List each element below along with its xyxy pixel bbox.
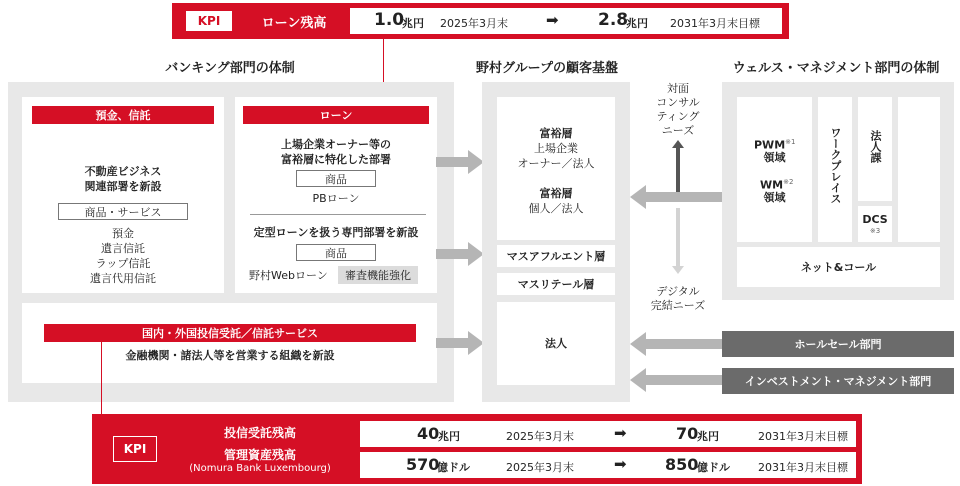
workplace-label: ワークプレイス — [829, 127, 842, 204]
affluent-sub-3: 個人／法人 — [528, 202, 584, 215]
top-kpi-values — [350, 8, 782, 34]
top-kpi-current-unit: 兆円 — [402, 17, 424, 30]
bottom-kpi-row1-label: 投信受託残高 — [223, 425, 296, 440]
nomura-title: 野村グループの顧客基盤 — [476, 60, 618, 76]
affluent-sub-2: オーナー／法人 — [517, 157, 595, 170]
bottom-kpi-row1-target-unit: 兆円 — [697, 430, 719, 443]
affluent-title-2: 富裕層 — [539, 187, 573, 200]
right-column-box — [898, 97, 940, 242]
consulting-needs-3: ニーズ — [661, 123, 695, 137]
consulting-needs-0: 対面 — [667, 81, 689, 95]
investment-bar: インベストメント・マネジメント部門 — [722, 368, 954, 394]
banking-title: バンキング部門の体制 — [165, 60, 295, 76]
loan-product-label-2: 商品 — [296, 244, 376, 261]
loan-desc2: 定型ローンを扱う専門部署を新設 — [253, 226, 419, 239]
arrow-right-icon — [436, 242, 484, 266]
wm-text: WM — [760, 178, 784, 192]
top-kpi-current-date: 2025年3月末 — [440, 17, 508, 30]
arrow-left-icon — [630, 368, 724, 392]
deposit-product-1: 遺言信託 — [101, 242, 145, 255]
wm-label — [760, 175, 793, 190]
affluent-sub-1: 上場企業 — [534, 142, 578, 155]
top-kpi-label: ローン残高 — [261, 15, 327, 31]
trust-services-header: 国内・外国投信受託／信託サービス — [44, 324, 416, 342]
top-kpi-badge: KPI — [186, 11, 232, 31]
deposit-products-label: 商品・サービス — [58, 203, 188, 220]
bottom-kpi-row2-target-value: 850 — [665, 455, 699, 474]
affluent-title-1: 富裕層 — [539, 127, 573, 140]
bottom-kpi-row1-current-date: 2025年3月末 — [506, 430, 574, 443]
pwm-note: ※1 — [785, 138, 796, 146]
wm-note: ※2 — [783, 178, 794, 186]
wealth-title: ウェルス・マネジメント部門の体制 — [732, 60, 940, 76]
loan-desc1-line1: 上場企業オーナー等の — [281, 138, 391, 151]
loan-divider — [250, 214, 426, 215]
bottom-kpi-row1-target-date: 2031年3月末目標 — [758, 430, 848, 443]
bottom-kpi-row1-current-value: 40 — [417, 424, 440, 443]
top-kpi-target-unit: 兆円 — [626, 17, 648, 30]
deposit-desc-1: 不動産ビジネス — [84, 165, 162, 178]
loan-product-2-tag: 審査機能強化 — [338, 266, 418, 284]
arrow-right-icon: ➡ — [614, 424, 627, 442]
dcs-note: ※3 — [869, 227, 881, 235]
trust-services-desc: 金融機関・諸法人等を営業する組織を新設 — [125, 349, 335, 362]
wholesale-bar: ホールセール部門 — [722, 331, 954, 357]
bottom-kpi-row2-values — [360, 452, 856, 478]
arrow-right-icon — [436, 331, 484, 355]
wm-area: 領域 — [763, 191, 786, 204]
bottom-kpi-row2-label: 管理資産残高 — [223, 447, 296, 462]
loan-product-1: PBローン — [312, 192, 360, 205]
pwm-label — [754, 135, 795, 150]
bottom-kpi-row2-target-unit: 億ドル — [697, 461, 730, 474]
arrow-left-icon — [630, 185, 724, 209]
bottom-kpi-badge: KPI — [113, 436, 157, 462]
arrow-right-icon: ➡ — [546, 11, 559, 29]
bottom-kpi-row2-target-date: 2031年3月末目標 — [758, 461, 848, 474]
pwm-text: PWM — [754, 138, 786, 152]
mass-affluent-box: マスアフルエント層 — [497, 245, 615, 267]
top-kpi-target-value: 2.8 — [598, 10, 629, 30]
corporate-box: 法人 — [497, 302, 615, 385]
deposit-trust-header: 預金、信託 — [32, 106, 214, 124]
dcs-label: DCS — [862, 212, 888, 226]
top-kpi-current-value: 1.0 — [374, 10, 405, 30]
consulting-needs-2: ティング — [656, 109, 700, 123]
mass-retail-box: マスリテール層 — [497, 273, 615, 295]
deposit-desc-2: 関連部署を新設 — [84, 180, 162, 193]
bottom-kpi-row1-current-unit: 兆円 — [438, 430, 460, 443]
pwm-wm-box — [737, 97, 812, 242]
loan-product-2: 野村Webローン — [249, 269, 328, 282]
arrow-right-icon: ➡ — [614, 455, 627, 473]
connector-line-bottom — [101, 342, 102, 417]
consulting-needs-1: コンサル — [656, 95, 700, 109]
arrow-down-icon — [672, 208, 684, 274]
bottom-kpi-row2-current-value: 570 — [406, 455, 440, 474]
bottom-kpi-row2-current-date: 2025年3月末 — [506, 461, 574, 474]
bottom-kpi-row2-sublabel: (Nomura Bank Luxembourg) — [189, 462, 331, 474]
trust-services-box — [22, 303, 437, 383]
arrow-left-icon — [630, 332, 724, 356]
deposit-product-0: 預金 — [112, 227, 134, 240]
arrow-right-icon — [436, 150, 484, 174]
corporate-div-label: 法人課 — [869, 130, 882, 163]
deposit-product-3: 遺言代用信託 — [90, 272, 156, 285]
bottom-kpi-row1-values — [360, 421, 856, 447]
top-kpi-target-date: 2031年3月末目標 — [670, 17, 760, 30]
loan-product-label-1: 商品 — [296, 170, 376, 187]
net-call-box: ネット&コール — [737, 247, 940, 287]
digital-needs-1: 完結ニーズ — [650, 298, 706, 312]
bottom-kpi-row2-current-unit: 億ドル — [437, 461, 470, 474]
pwm-area: 領域 — [763, 151, 786, 164]
bottom-kpi-row1-target-value: 70 — [676, 424, 699, 443]
digital-needs-0: デジタル — [656, 284, 700, 298]
loan-desc1-line2: 富裕層に特化した部署 — [281, 153, 391, 166]
loan-header: ローン — [243, 106, 429, 124]
deposit-product-2: ラップ信託 — [95, 257, 151, 270]
